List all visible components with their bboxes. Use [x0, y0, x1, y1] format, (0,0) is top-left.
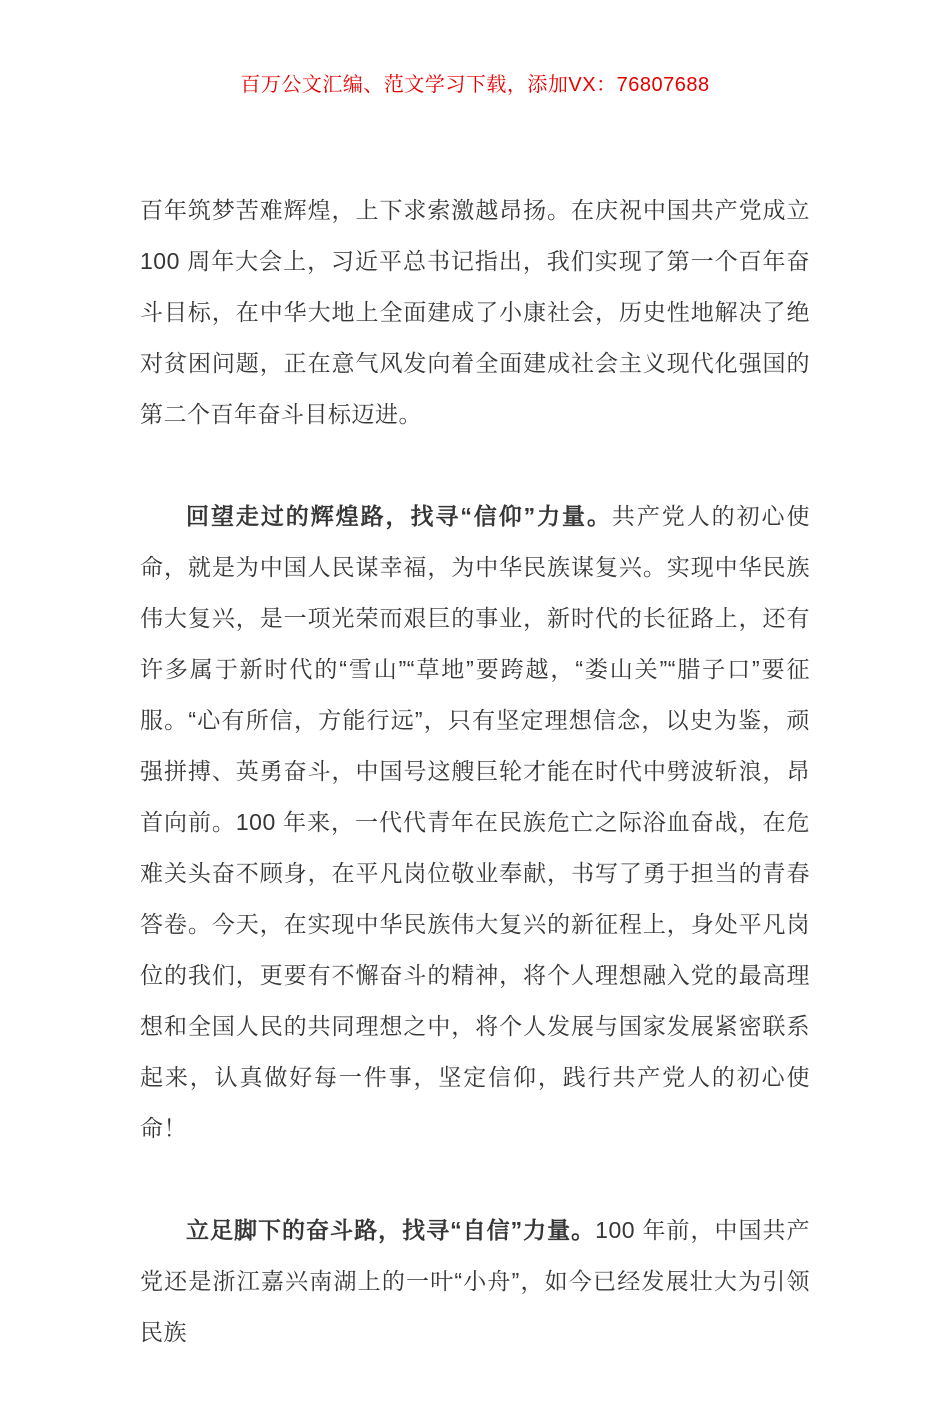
- promo-header-text: 百万公文汇编、范文学习下载，添加VX：76807688: [240, 74, 710, 96]
- paragraph: [140, 185, 810, 440]
- paragraph-lead: 回望走过的辉煌路，找寻“信仰”力量。: [186, 503, 612, 529]
- document-body: [140, 185, 810, 1358]
- paragraph-text: 百年筑梦苦难辉煌，上下求索激越昂扬。在庆祝中国共产党成立 100 周年大会上，习近平总书记指出，我们实现了第一个百年奋斗目标，在中华大地上全面建成了小康社会，历史性地解决了绝对贫困问题，正在意气风发向着全面建成社会主义现代化强国的第二个百年奋斗目标迈进。: [140, 197, 810, 427]
- paragraph-text: 100 年前，中国共产党还是浙江嘉兴南湖上的一叶“小舟”，如今已经发展壮大为引领民族: [140, 1217, 811, 1345]
- paragraph: [140, 491, 810, 1154]
- paragraph: [140, 1205, 810, 1358]
- paragraph-lead: 立足脚下的奋斗路，找寻“自信”力量。: [186, 1217, 596, 1243]
- paragraph-text: 共产党人的初心使命，就是为中国人民谋幸福，为中华民族谋复兴。实现中华民族伟大复兴，是一项光荣而艰巨的事业，新时代的长征路上，还有许多属于新时代的“雪山”“草地”要跨越，“娄山关”“腊子口”要征服。“心有所信，方能行远”，只有坚定理想信念，以史为鉴，顽强拼搏、英勇奋斗，中国号这艘巨轮才能在时代中劈波斩浪，昂首向前。100 年来，一代代青年在民族危亡之际浴血奋战，在危难关头奋不顾身，在平凡岗位敬业奉献，书写了勇于担当的青春答卷。今天，在实现中华民族伟大复兴的新征程上，身处平凡岗位的我们，更要有不懈奋斗的精神，将个人理想融入党的最高理想和全国人民的共同理想之中，将个人发展与国家发展紧密联系起来，认真做好每一件事，坚定信仰，践行共产党人的初心使命！: [140, 503, 811, 1141]
